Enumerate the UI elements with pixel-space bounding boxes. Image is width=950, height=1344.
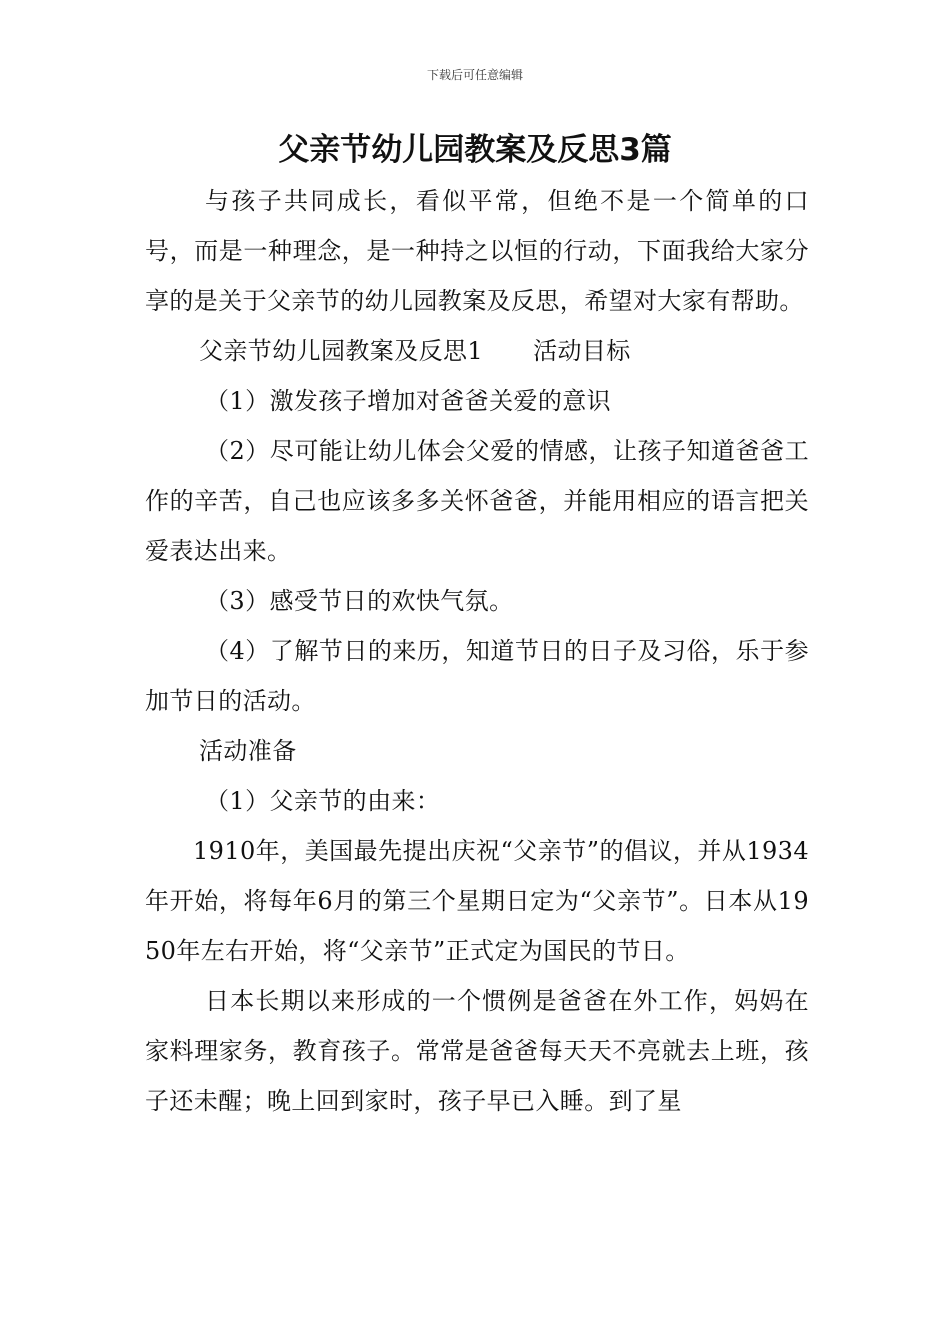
preparation-item-1: （1）父亲节的由来： bbox=[205, 787, 441, 815]
document-title: 父亲节幼儿园教案及反思3篇 bbox=[278, 132, 672, 168]
section1-title: 父亲节幼儿园教案及反思1 bbox=[199, 337, 484, 365]
objective-3: （3）感受节日的欢快气氛。 bbox=[205, 587, 514, 615]
section-heading-line bbox=[145, 326, 809, 376]
history-paragraph: 1910年，美国最先提出庆祝“父亲节”的倡议，并从1934年开始，将每年6月的第三个星期日定为“父亲节”。日本从1950年左右开始，将“父亲节”正式定为国民的节日。 bbox=[145, 837, 809, 965]
document-body bbox=[145, 176, 809, 1126]
objective-2: （2）尽可能让幼儿体会父爱的情感，让孩子知道爸爸工作的辛苦，自己也应该多多关怀爸爸，并能用相应的语言把关爱表达出来。 bbox=[145, 437, 809, 565]
objective-4: （4）了解节日的来历，知道节日的日子及习俗，乐于参加节日的活动。 bbox=[145, 637, 809, 715]
header-note: 下载后可任意编辑 bbox=[426, 68, 523, 82]
intro-paragraph: 与孩子共同成长，看似平常，但绝不是一个简单的口号，而是一种理念，是一种持之以恒的行动，下面我给大家分享的是关于父亲节的幼儿园教案及反思，希望对大家有帮助。 bbox=[145, 187, 809, 315]
preparation-heading: 活动准备 bbox=[199, 737, 297, 765]
objectives-heading: 活动目标 bbox=[533, 337, 631, 365]
japan-paragraph: 日本长期以来形成的一个惯例是爸爸在外工作，妈妈在家料理家务，教育孩子。常常是爸爸每天天不亮就去上班，孩子还未醒；晚上回到家时，孩子早已入睡。到了星 bbox=[145, 987, 809, 1115]
objective-1: （1）激发孩子增加对爸爸关爱的意识 bbox=[205, 387, 612, 415]
